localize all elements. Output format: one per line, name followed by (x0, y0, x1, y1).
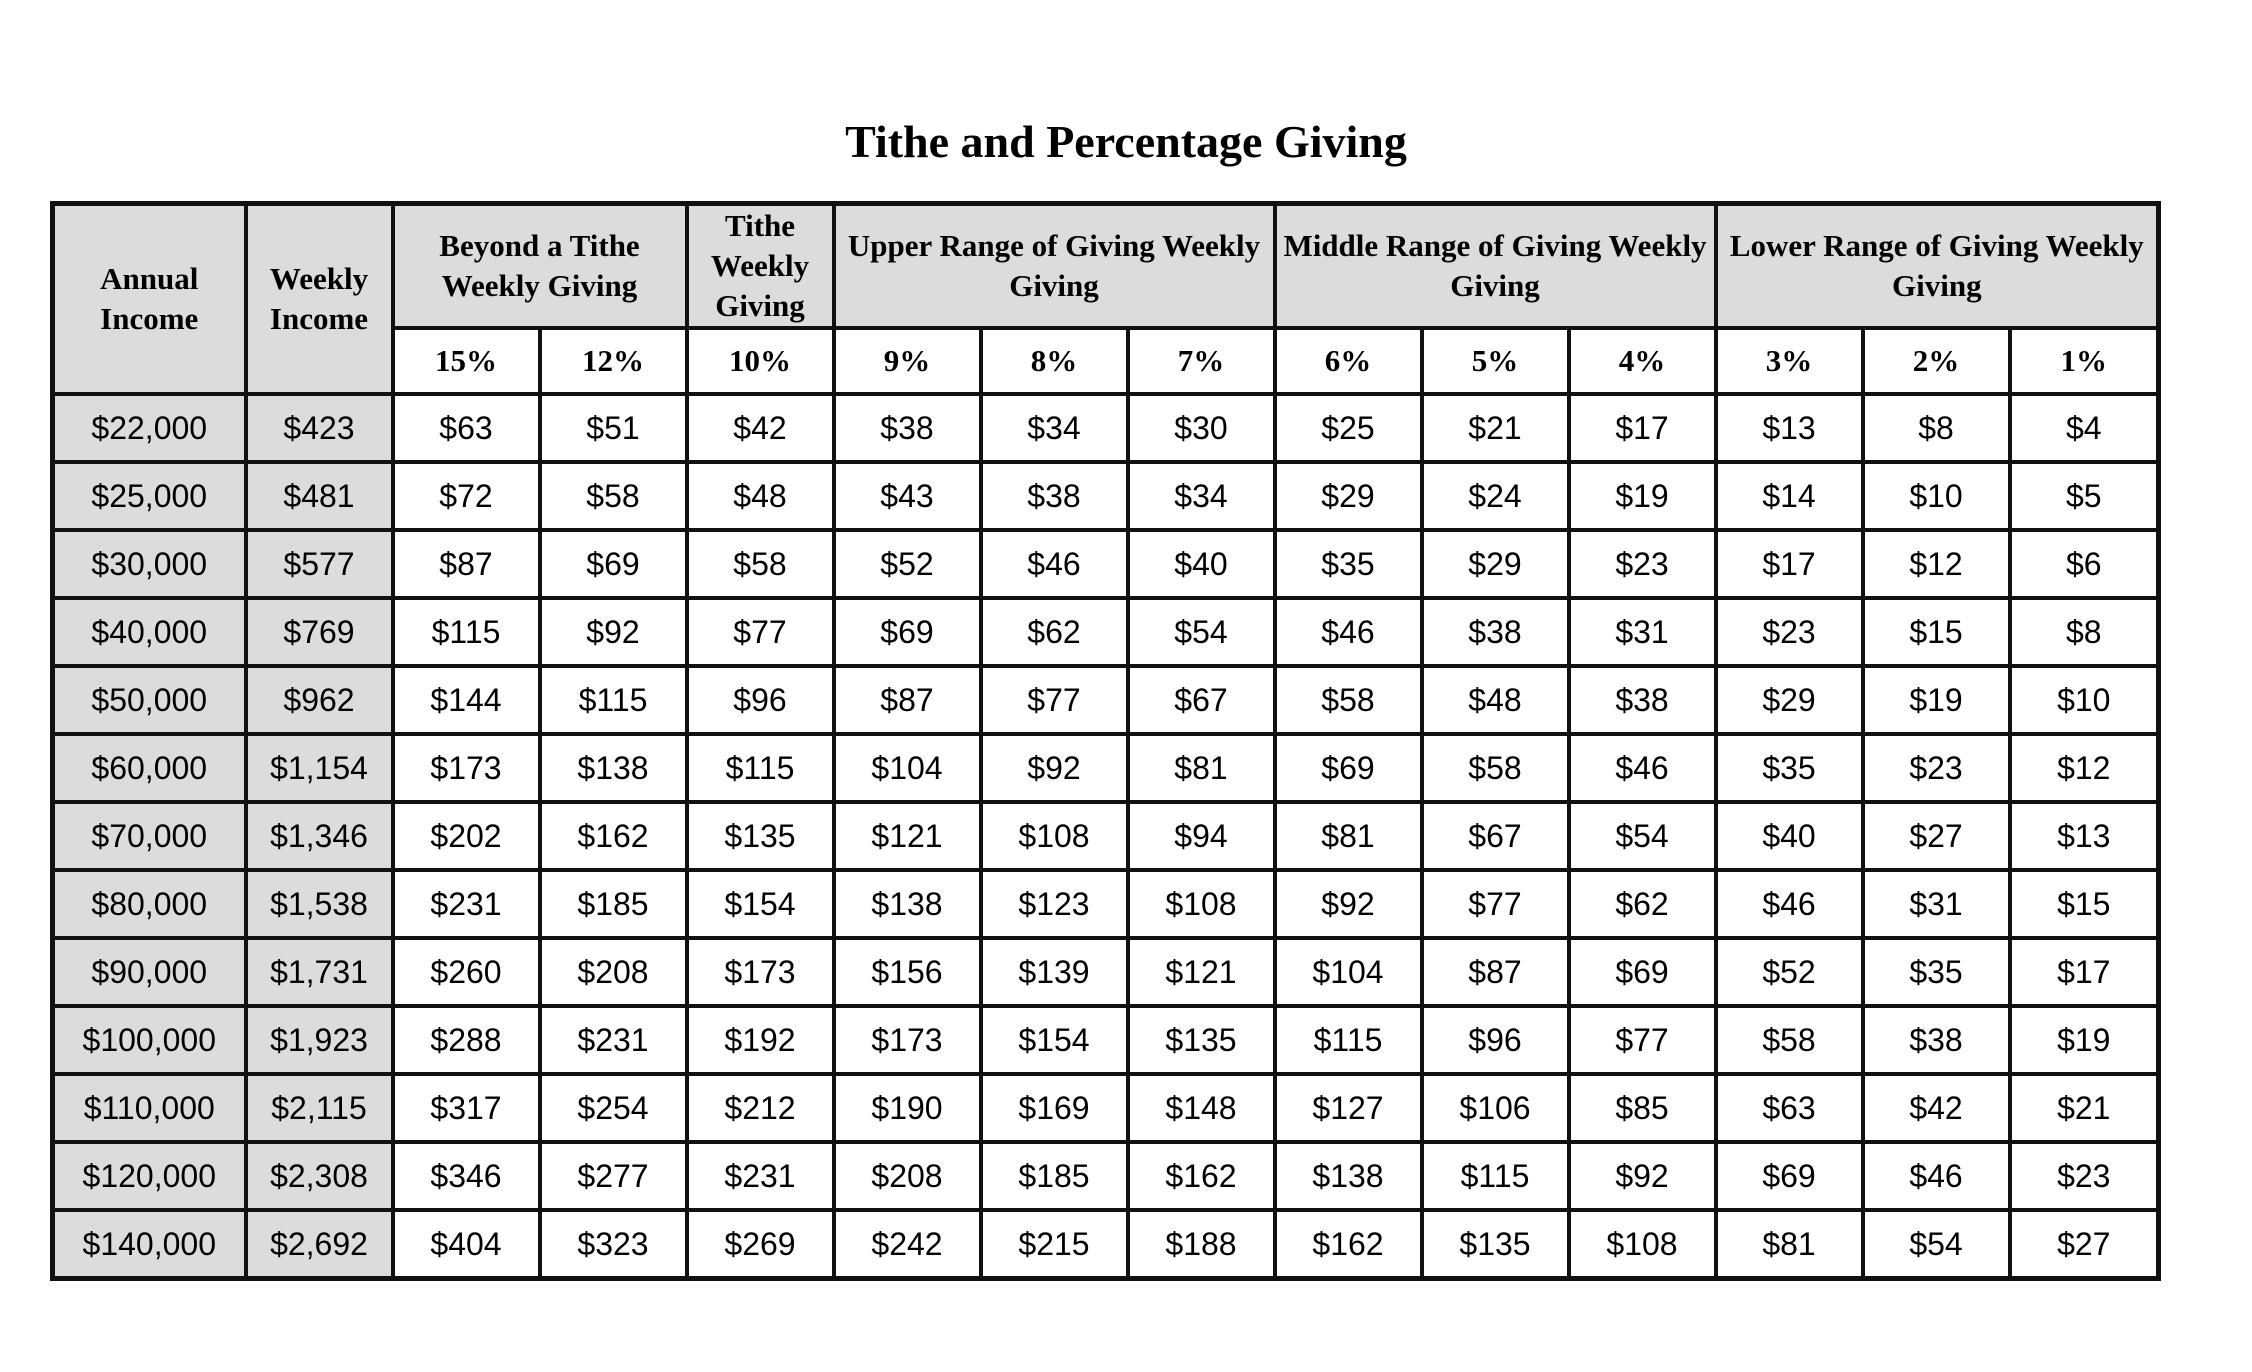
weekly-giving-cell: $38 (1569, 666, 1716, 734)
weekly-giving-cell: $123 (981, 870, 1128, 938)
weekly-giving-cell: $21 (1422, 394, 1569, 462)
weekly-giving-cell: $173 (834, 1006, 981, 1074)
weekly-giving-cell: $14 (1716, 462, 1863, 530)
weekly-giving-cell: $52 (834, 530, 981, 598)
percent-header: 15% (393, 328, 540, 394)
weekly-giving-cell: $188 (1128, 1210, 1275, 1279)
weekly-giving-cell: $192 (687, 1006, 834, 1074)
weekly-giving-cell: $58 (1422, 734, 1569, 802)
weekly-giving-cell: $231 (540, 1006, 687, 1074)
weekly-giving-cell: $6 (2010, 530, 2159, 598)
weekly-giving-cell: $154 (981, 1006, 1128, 1074)
weekly-giving-cell: $135 (687, 802, 834, 870)
weekly-giving-cell: $62 (981, 598, 1128, 666)
weekly-giving-cell: $42 (687, 394, 834, 462)
weekly-giving-cell: $35 (1275, 530, 1422, 598)
percent-header: 6% (1275, 328, 1422, 394)
weekly-giving-cell: $67 (1128, 666, 1275, 734)
weekly-giving-cell: $35 (1863, 938, 2010, 1006)
weekly-giving-cell: $38 (981, 462, 1128, 530)
weekly-giving-cell: $4 (2010, 394, 2159, 462)
table-row (53, 1142, 2159, 1210)
weekly-giving-cell: $5 (2010, 462, 2159, 530)
table-row (53, 598, 2159, 666)
weekly-giving-cell: $77 (981, 666, 1128, 734)
upper-range-header: Upper Range of Giving Weekly Giving (834, 204, 1275, 329)
weekly-giving-cell: $69 (1275, 734, 1422, 802)
weekly-giving-cell: $108 (981, 802, 1128, 870)
weekly-giving-cell: $23 (1569, 530, 1716, 598)
percent-header: 4% (1569, 328, 1716, 394)
annual-income-cell: $90,000 (53, 938, 246, 1006)
tithe-header: Tithe Weekly Giving (687, 204, 834, 329)
weekly-giving-cell: $173 (393, 734, 540, 802)
weekly-income-header: Weekly Income (246, 204, 393, 395)
table-row (53, 530, 2159, 598)
weekly-giving-cell: $323 (540, 1210, 687, 1279)
annual-income-cell: $100,000 (53, 1006, 246, 1074)
weekly-income-cell: $1,346 (246, 802, 393, 870)
weekly-giving-cell: $108 (1569, 1210, 1716, 1279)
weekly-giving-cell: $48 (1422, 666, 1569, 734)
weekly-giving-cell: $121 (834, 802, 981, 870)
weekly-giving-cell: $162 (1128, 1142, 1275, 1210)
weekly-income-cell: $577 (246, 530, 393, 598)
weekly-giving-cell: $19 (1863, 666, 2010, 734)
weekly-giving-cell: $190 (834, 1074, 981, 1142)
weekly-giving-cell: $54 (1128, 598, 1275, 666)
weekly-giving-cell: $69 (1569, 938, 1716, 1006)
weekly-giving-cell: $77 (1569, 1006, 1716, 1074)
weekly-giving-cell: $231 (393, 870, 540, 938)
weekly-giving-cell: $15 (1863, 598, 2010, 666)
lower-range-header: Lower Range of Giving Weekly Giving (1716, 204, 2159, 329)
weekly-giving-cell: $69 (540, 530, 687, 598)
weekly-giving-cell: $29 (1422, 530, 1569, 598)
weekly-giving-cell: $87 (1422, 938, 1569, 1006)
weekly-giving-cell: $208 (540, 938, 687, 1006)
weekly-giving-cell: $8 (1863, 394, 2010, 462)
weekly-giving-cell: $139 (981, 938, 1128, 1006)
weekly-giving-cell: $31 (1569, 598, 1716, 666)
weekly-giving-cell: $54 (1863, 1210, 2010, 1279)
weekly-giving-cell: $19 (1569, 462, 1716, 530)
weekly-giving-cell: $77 (687, 598, 834, 666)
weekly-giving-cell: $115 (1275, 1006, 1422, 1074)
table-row (53, 1074, 2159, 1142)
weekly-giving-cell: $62 (1569, 870, 1716, 938)
weekly-giving-cell: $77 (1422, 870, 1569, 938)
weekly-giving-cell: $288 (393, 1006, 540, 1074)
weekly-giving-cell: $260 (393, 938, 540, 1006)
percent-header: 3% (1716, 328, 1863, 394)
giving-table (50, 201, 2161, 1281)
weekly-giving-cell: $138 (1275, 1142, 1422, 1210)
weekly-giving-cell: $40 (1128, 530, 1275, 598)
weekly-giving-cell: $215 (981, 1210, 1128, 1279)
table-row (53, 734, 2159, 802)
weekly-giving-cell: $23 (1716, 598, 1863, 666)
weekly-giving-cell: $108 (1128, 870, 1275, 938)
annual-income-cell: $30,000 (53, 530, 246, 598)
weekly-giving-cell: $31 (1863, 870, 2010, 938)
weekly-giving-cell: $212 (687, 1074, 834, 1142)
weekly-giving-cell: $46 (1569, 734, 1716, 802)
annual-income-cell: $110,000 (53, 1074, 246, 1142)
weekly-giving-cell: $81 (1275, 802, 1422, 870)
weekly-giving-cell: $154 (687, 870, 834, 938)
weekly-giving-cell: $46 (981, 530, 1128, 598)
annual-income-cell: $40,000 (53, 598, 246, 666)
percent-header: 7% (1128, 328, 1275, 394)
weekly-giving-cell: $185 (540, 870, 687, 938)
weekly-giving-cell: $13 (1716, 394, 1863, 462)
weekly-giving-cell: $162 (540, 802, 687, 870)
middle-range-header: Middle Range of Giving Weekly Giving (1275, 204, 1716, 329)
weekly-giving-cell: $29 (1275, 462, 1422, 530)
page-title: Tithe and Percentage Giving (845, 116, 1407, 167)
weekly-income-cell: $1,538 (246, 870, 393, 938)
weekly-giving-cell: $21 (2010, 1074, 2159, 1142)
weekly-giving-cell: $30 (1128, 394, 1275, 462)
weekly-giving-cell: $185 (981, 1142, 1128, 1210)
weekly-giving-cell: $92 (1275, 870, 1422, 938)
weekly-giving-cell: $81 (1716, 1210, 1863, 1279)
weekly-income-cell: $962 (246, 666, 393, 734)
annual-income-cell: $140,000 (53, 1210, 246, 1279)
weekly-giving-cell: $51 (540, 394, 687, 462)
weekly-giving-cell: $25 (1275, 394, 1422, 462)
weekly-giving-cell: $27 (2010, 1210, 2159, 1279)
table-body (53, 394, 2159, 1279)
weekly-giving-cell: $138 (540, 734, 687, 802)
annual-income-header: Annual Income (53, 204, 246, 395)
weekly-giving-cell: $242 (834, 1210, 981, 1279)
weekly-giving-cell: $27 (1863, 802, 2010, 870)
weekly-giving-cell: $346 (393, 1142, 540, 1210)
weekly-giving-cell: $42 (1863, 1074, 2010, 1142)
weekly-giving-cell: $69 (834, 598, 981, 666)
weekly-giving-cell: $43 (834, 462, 981, 530)
weekly-giving-cell: $38 (1863, 1006, 2010, 1074)
weekly-income-cell: $2,115 (246, 1074, 393, 1142)
weekly-giving-cell: $138 (834, 870, 981, 938)
weekly-giving-cell: $144 (393, 666, 540, 734)
weekly-giving-cell: $104 (834, 734, 981, 802)
weekly-giving-cell: $106 (1422, 1074, 1569, 1142)
weekly-giving-cell: $231 (687, 1142, 834, 1210)
table-row (53, 802, 2159, 870)
table-row (53, 394, 2159, 462)
weekly-giving-cell: $34 (981, 394, 1128, 462)
weekly-giving-cell: $85 (1569, 1074, 1716, 1142)
weekly-income-cell: $2,692 (246, 1210, 393, 1279)
weekly-giving-cell: $115 (540, 666, 687, 734)
weekly-giving-cell: $121 (1128, 938, 1275, 1006)
table-row (53, 938, 2159, 1006)
weekly-giving-cell: $277 (540, 1142, 687, 1210)
weekly-giving-cell: $94 (1128, 802, 1275, 870)
weekly-giving-cell: $34 (1128, 462, 1275, 530)
weekly-giving-cell: $52 (1716, 938, 1863, 1006)
weekly-giving-cell: $254 (540, 1074, 687, 1142)
weekly-giving-cell: $317 (393, 1074, 540, 1142)
weekly-giving-cell: $87 (393, 530, 540, 598)
weekly-giving-cell: $63 (1716, 1074, 1863, 1142)
weekly-giving-cell: $12 (2010, 734, 2159, 802)
weekly-giving-cell: $269 (687, 1210, 834, 1279)
weekly-giving-cell: $8 (2010, 598, 2159, 666)
weekly-income-cell: $769 (246, 598, 393, 666)
percent-header: 10% (687, 328, 834, 394)
weekly-giving-cell: $38 (834, 394, 981, 462)
weekly-income-cell: $423 (246, 394, 393, 462)
weekly-giving-cell: $35 (1716, 734, 1863, 802)
weekly-giving-cell: $40 (1716, 802, 1863, 870)
weekly-giving-cell: $115 (393, 598, 540, 666)
table-row (53, 462, 2159, 530)
weekly-giving-cell: $58 (540, 462, 687, 530)
weekly-giving-cell: $24 (1422, 462, 1569, 530)
percent-header: 5% (1422, 328, 1569, 394)
table-row (53, 1006, 2159, 1074)
weekly-giving-cell: $115 (1422, 1142, 1569, 1210)
weekly-giving-cell: $29 (1716, 666, 1863, 734)
weekly-giving-cell: $115 (687, 734, 834, 802)
annual-income-cell: $80,000 (53, 870, 246, 938)
weekly-income-cell: $2,308 (246, 1142, 393, 1210)
percent-header: 12% (540, 328, 687, 394)
weekly-giving-cell: $63 (393, 394, 540, 462)
weekly-giving-cell: $148 (1128, 1074, 1275, 1142)
weekly-giving-cell: $58 (687, 530, 834, 598)
weekly-giving-cell: $81 (1128, 734, 1275, 802)
percent-header: 2% (1863, 328, 2010, 394)
annual-income-cell: $50,000 (53, 666, 246, 734)
weekly-giving-cell: $92 (1569, 1142, 1716, 1210)
weekly-giving-cell: $96 (687, 666, 834, 734)
weekly-giving-cell: $162 (1275, 1210, 1422, 1279)
weekly-giving-cell: $46 (1863, 1142, 2010, 1210)
weekly-giving-cell: $46 (1275, 598, 1422, 666)
weekly-giving-cell: $58 (1716, 1006, 1863, 1074)
weekly-giving-cell: $17 (1716, 530, 1863, 598)
weekly-giving-cell: $58 (1275, 666, 1422, 734)
annual-income-cell: $22,000 (53, 394, 246, 462)
weekly-giving-cell: $92 (540, 598, 687, 666)
percent-header: 1% (2010, 328, 2159, 394)
weekly-giving-cell: $15 (2010, 870, 2159, 938)
weekly-giving-cell: $12 (1863, 530, 2010, 598)
weekly-income-cell: $1,923 (246, 1006, 393, 1074)
weekly-giving-cell: $135 (1422, 1210, 1569, 1279)
weekly-giving-cell: $10 (1863, 462, 2010, 530)
weekly-giving-cell: $10 (2010, 666, 2159, 734)
percent-header: 8% (981, 328, 1128, 394)
weekly-income-cell: $1,731 (246, 938, 393, 1006)
annual-income-cell: $25,000 (53, 462, 246, 530)
weekly-giving-cell: $208 (834, 1142, 981, 1210)
weekly-giving-cell: $69 (1716, 1142, 1863, 1210)
percent-header: 9% (834, 328, 981, 394)
weekly-giving-cell: $156 (834, 938, 981, 1006)
weekly-giving-cell: $46 (1716, 870, 1863, 938)
weekly-giving-cell: $54 (1569, 802, 1716, 870)
weekly-giving-cell: $17 (1569, 394, 1716, 462)
table-row (53, 666, 2159, 734)
annual-income-cell: $70,000 (53, 802, 246, 870)
weekly-giving-cell: $72 (393, 462, 540, 530)
weekly-giving-cell: $23 (1863, 734, 2010, 802)
weekly-giving-cell: $38 (1422, 598, 1569, 666)
weekly-income-cell: $1,154 (246, 734, 393, 802)
table-row (53, 1210, 2159, 1279)
weekly-giving-cell: $67 (1422, 802, 1569, 870)
weekly-giving-cell: $48 (687, 462, 834, 530)
weekly-giving-cell: $87 (834, 666, 981, 734)
weekly-giving-cell: $19 (2010, 1006, 2159, 1074)
beyond-tithe-header: Beyond a Tithe Weekly Giving (393, 204, 687, 329)
weekly-giving-cell: $92 (981, 734, 1128, 802)
weekly-giving-cell: $127 (1275, 1074, 1422, 1142)
weekly-giving-cell: $173 (687, 938, 834, 1006)
weekly-giving-cell: $169 (981, 1074, 1128, 1142)
weekly-giving-cell: $17 (2010, 938, 2159, 1006)
annual-income-cell: $120,000 (53, 1142, 246, 1210)
weekly-giving-cell: $23 (2010, 1142, 2159, 1210)
table-row (53, 870, 2159, 938)
weekly-giving-cell: $135 (1128, 1006, 1275, 1074)
weekly-giving-cell: $404 (393, 1210, 540, 1279)
weekly-giving-cell: $104 (1275, 938, 1422, 1006)
weekly-giving-cell: $202 (393, 802, 540, 870)
weekly-income-cell: $481 (246, 462, 393, 530)
annual-income-cell: $60,000 (53, 734, 246, 802)
weekly-giving-cell: $13 (2010, 802, 2159, 870)
weekly-giving-cell: $96 (1422, 1006, 1569, 1074)
